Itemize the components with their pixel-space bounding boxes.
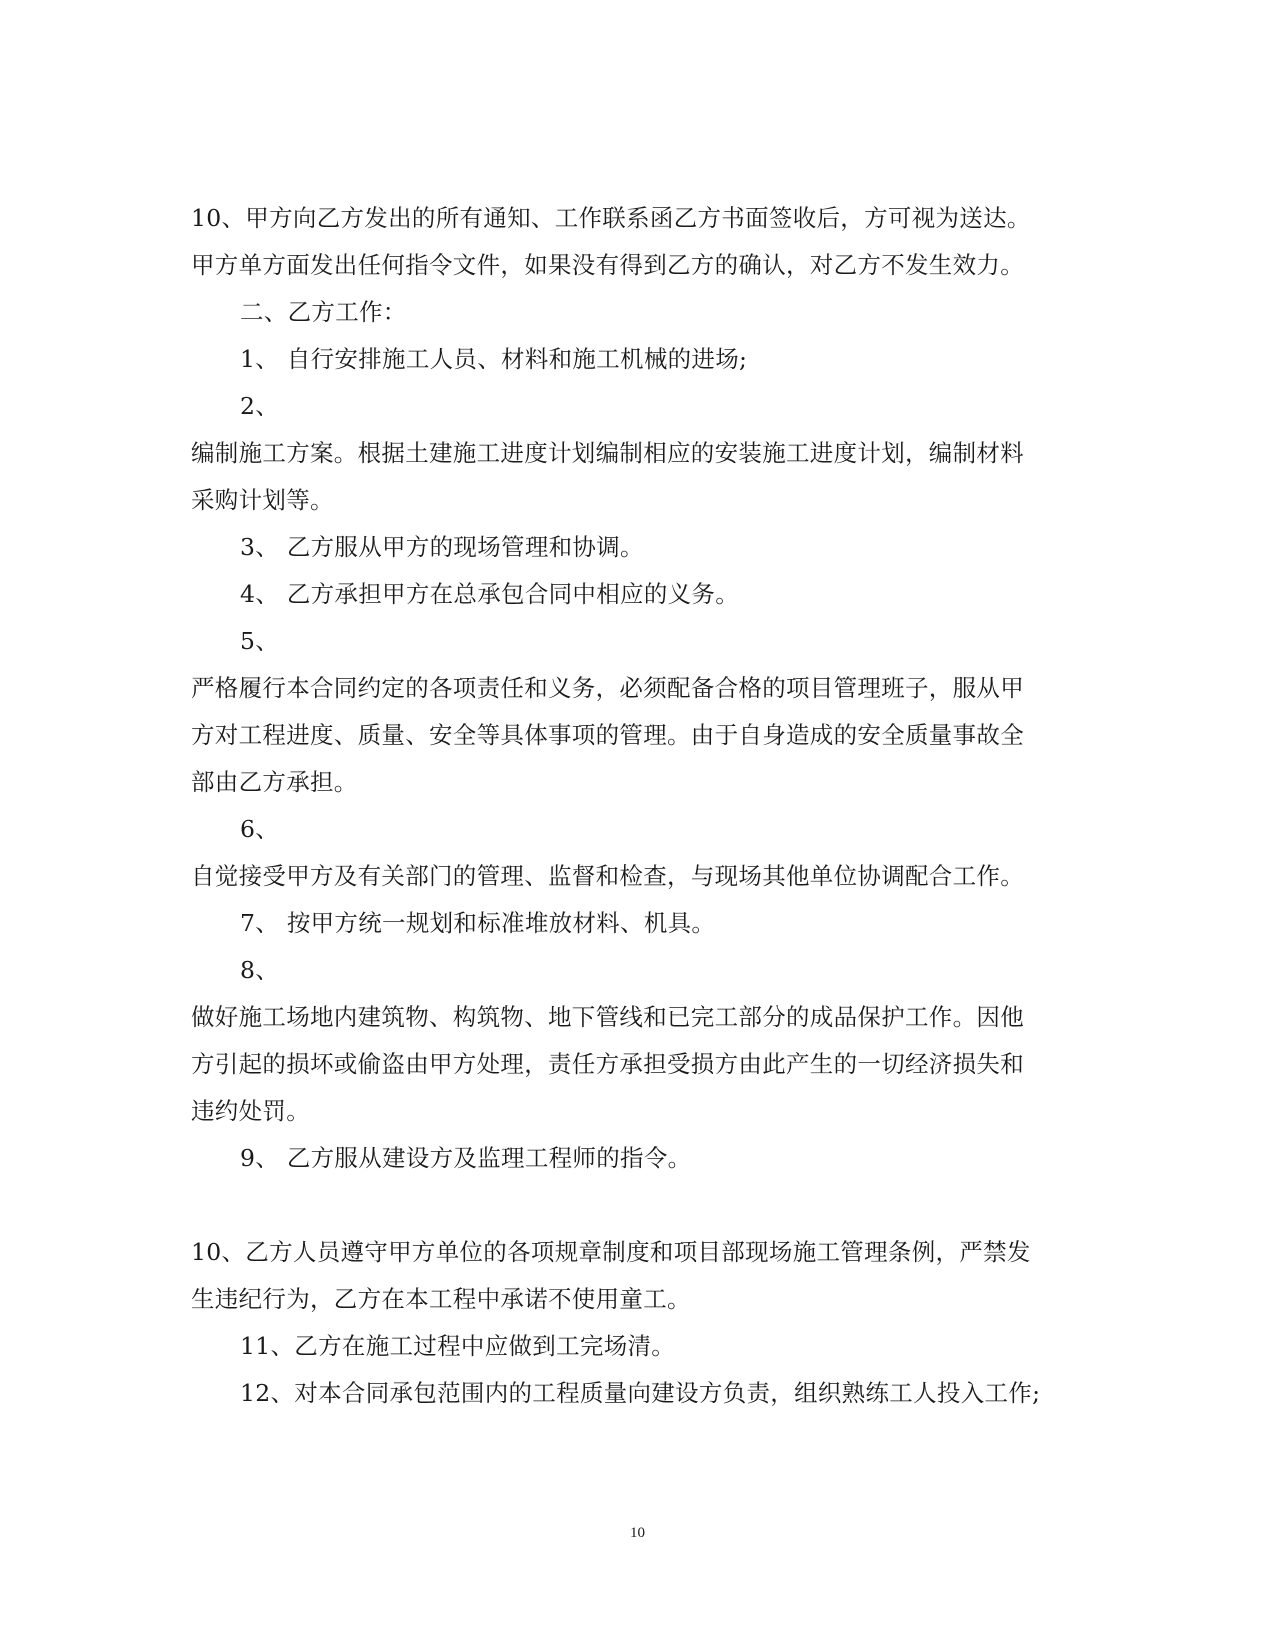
list-item: 3、 乙方服从甲方的现场管理和协调。 bbox=[240, 533, 644, 561]
paragraph-line: 采购计划等。 bbox=[191, 486, 334, 514]
paragraph-line: 自觉接受甲方及有关部门的管理、监督和检查，与现场其他单位协调配合工作。 bbox=[191, 862, 1024, 890]
paragraph-line: 生违纪行为，乙方在本工程中承诺不使用童工。 bbox=[191, 1285, 691, 1313]
list-item-number: 6、 bbox=[240, 815, 280, 843]
paragraph-line: 违约处罚。 bbox=[191, 1097, 310, 1125]
list-item: 12、对本合同承包范围内的工程质量向建设方负责，组织熟练工人投入工作; bbox=[240, 1379, 1041, 1407]
paragraph-line: 甲方单方面发出任何指令文件，如果没有得到乙方的确认，对乙方不发生效力。 bbox=[191, 251, 1024, 279]
list-item: 11、乙方在施工过程中应做到工完场清。 bbox=[240, 1332, 676, 1360]
page-number: 10 bbox=[630, 1525, 645, 1541]
paragraph-line: 部由乙方承担。 bbox=[191, 768, 358, 796]
list-item: 7、 按甲方统一规划和标准堆放材料、机具。 bbox=[240, 909, 716, 937]
paragraph-line: 10、乙方人员遵守甲方单位的各项规章制度和项目部现场施工管理条例，严禁发 bbox=[191, 1238, 1031, 1266]
paragraph-line: 做好施工场地内建筑物、构筑物、地下管线和已完工部分的成品保护工作。因他 bbox=[191, 1003, 1024, 1031]
list-item: 1、 自行安排施工人员、材料和施工机械的进场; bbox=[240, 345, 748, 373]
list-item: 4、 乙方承担甲方在总承包合同中相应的义务。 bbox=[240, 580, 740, 608]
paragraph-line: 方对工程进度、质量、安全等具体事项的管理。由于自身造成的安全质量事故全 bbox=[191, 721, 1024, 749]
paragraph-line: 10、甲方向乙方发出的所有通知、工作联系函乙方书面签收后，方可视为送达。 bbox=[191, 204, 1031, 232]
paragraph-line: 严格履行本合同约定的各项责任和义务，必须配备合格的项目管理班子，服从甲 bbox=[191, 674, 1024, 702]
list-item-number: 8、 bbox=[240, 956, 280, 984]
list-item: 9、 乙方服从建设方及监理工程师的指令。 bbox=[240, 1144, 692, 1172]
list-item-number: 5、 bbox=[240, 627, 280, 655]
paragraph-line: 方引起的损坏或偷盗由甲方处理，责任方承担受损方由此产生的一切经济损失和 bbox=[191, 1050, 1024, 1078]
list-item-number: 2、 bbox=[240, 392, 280, 420]
paragraph-line: 编制施工方案。根据土建施工进度计划编制相应的安装施工进度计划，编制材料 bbox=[191, 439, 1024, 467]
section-heading: 二、乙方工作： bbox=[240, 298, 407, 326]
